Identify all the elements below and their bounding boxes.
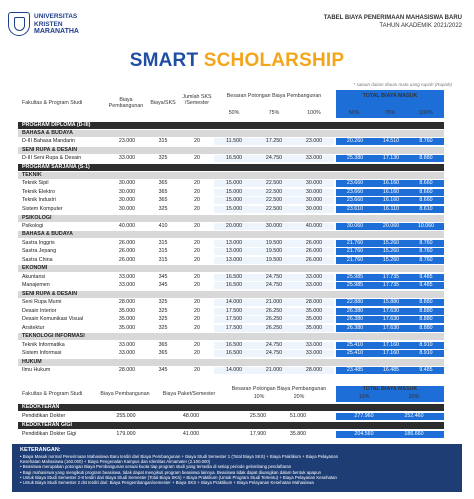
cell-bp: 35.000 bbox=[118, 316, 136, 323]
cell-p75: 17.250 bbox=[265, 138, 283, 145]
cell-p50: 13.000 bbox=[225, 239, 243, 246]
table-row bbox=[18, 172, 444, 179]
cell-jml: 20 bbox=[194, 367, 200, 373]
header2-pot-20: 20% bbox=[293, 394, 305, 400]
cell-p100: 30.000 bbox=[305, 206, 323, 212]
cell-t50: 25.985 bbox=[346, 273, 364, 280]
row-label: Sastra Inggris bbox=[22, 239, 55, 246]
table-row bbox=[18, 325, 444, 332]
cell-sks: 315 bbox=[158, 256, 168, 263]
cell-t100: 9.485 bbox=[419, 367, 433, 373]
cell-p75: 19.500 bbox=[265, 256, 283, 263]
header-biaya-pembangunan: Biaya Pembangunan bbox=[108, 97, 144, 109]
cell-t100: 8.760 bbox=[419, 239, 433, 246]
table-row bbox=[18, 316, 444, 323]
cell-t100: 8.660 bbox=[419, 197, 433, 204]
table-row bbox=[18, 248, 444, 255]
table-row bbox=[18, 367, 444, 374]
cell-t100: 8.760 bbox=[419, 138, 433, 145]
cell-t50: 21.760 bbox=[346, 256, 364, 263]
footer-title: KETERANGAN: bbox=[20, 447, 61, 453]
row-label: KEDOKTERAN bbox=[22, 404, 60, 410]
cell-sks: 365 bbox=[158, 180, 168, 187]
table-row bbox=[18, 299, 444, 306]
cell-p50: 17.500 bbox=[225, 307, 243, 314]
cell-p100: 40.000 bbox=[305, 222, 323, 229]
table-row bbox=[18, 130, 444, 137]
cell-p75: 19.500 bbox=[265, 239, 283, 246]
row-label: Sastra China bbox=[22, 256, 53, 263]
cell-sks: 365 bbox=[158, 350, 168, 357]
cell-p50: 11.500 bbox=[226, 138, 242, 145]
row-label: BAHASA & BUDAYA bbox=[22, 231, 73, 238]
cell-jml: 20 bbox=[194, 350, 200, 357]
row-label: Sistem Komputer bbox=[22, 206, 63, 212]
footer-line: • Biaya Masuk normal Penerimaan Mahasiswa Baru terdiri dari Biaya Pembangunan + Biaya Studi Semester 1 (Total Biaya SKS) + Biaya Praktikum + Biaya Pelayanan bbox=[20, 454, 339, 459]
cell-t75: 17.630 bbox=[382, 316, 400, 323]
header2-total-10: 10% bbox=[358, 394, 370, 400]
table-row bbox=[18, 164, 444, 171]
cell-t75: 15.880 bbox=[382, 299, 400, 305]
title-smart: SMART bbox=[129, 50, 204, 71]
cell-p75: 22.500 bbox=[265, 206, 283, 212]
header2-biaya-pembangunan: Biaya Pembangunan bbox=[100, 391, 150, 397]
table-row bbox=[18, 257, 444, 264]
cell-t100: 8.660 bbox=[419, 188, 433, 195]
table-row bbox=[18, 138, 444, 145]
table-row bbox=[18, 215, 444, 222]
cell-jml: 20 bbox=[194, 206, 200, 212]
cell-bp: 179.000 bbox=[116, 431, 136, 437]
cell-p50: 15.000 bbox=[225, 206, 243, 212]
cell-t75: 17.160 bbox=[382, 341, 400, 348]
row-label: Teknik Informatika bbox=[22, 341, 65, 348]
cell-t75: 16.160 bbox=[382, 197, 400, 204]
cell-paket: 48.000 bbox=[182, 413, 200, 419]
cell-t50: 23.610 bbox=[346, 206, 364, 212]
cell-bp: 35.000 bbox=[118, 324, 136, 331]
university-name bbox=[34, 13, 79, 36]
cell-t50: 21.760 bbox=[346, 248, 364, 255]
table-row bbox=[18, 240, 444, 247]
cell-p75: 22.500 bbox=[265, 180, 283, 187]
title-scholarship: SCHOLARSHIP bbox=[203, 50, 345, 71]
cell-sks: 315 bbox=[158, 248, 168, 255]
cell-t50: 26.380 bbox=[346, 324, 364, 331]
header2-prodi: Fakultas & Program Studi bbox=[22, 391, 83, 397]
row-label: Desain Interior bbox=[22, 307, 57, 314]
row-label: Akuntansi bbox=[22, 273, 46, 280]
page-title bbox=[0, 50, 474, 72]
cell-p50: 20.000 bbox=[225, 222, 243, 229]
cell-sks: 410 bbox=[158, 222, 168, 229]
doc-title-line1: TABEL BIAYA PENERIMAAN MAHASISWA BARU bbox=[323, 15, 462, 21]
cell-t20: 252.460 bbox=[404, 413, 424, 419]
footer-line: • Untuk Biaya Studi Semester 2 dst terdiri dari: Biaya Pengembangan/semester + Biaya SKS + Biaya Praktikum + Biaya Pelayanan Kesehatan Mahasiswa bbox=[20, 480, 314, 486]
cell-p50: 16.500 bbox=[225, 282, 243, 289]
cell-jml: 20 bbox=[194, 248, 200, 255]
cell-t10: 277.960 bbox=[354, 413, 374, 419]
header-biaya-sks: Biaya/SKS bbox=[150, 100, 176, 106]
cell-t20: 186.660 bbox=[404, 431, 424, 437]
cell-p75: 24.750 bbox=[265, 350, 283, 357]
row-label: SENI RUPA & DESAIN bbox=[22, 290, 78, 297]
table-row bbox=[18, 274, 444, 281]
row-label: Pendidikan Dokter Gigi bbox=[22, 431, 77, 437]
cell-jml: 20 bbox=[194, 155, 200, 162]
cell-p50: 13.000 bbox=[225, 256, 243, 263]
cell-t100: 9.485 bbox=[419, 282, 433, 289]
cell-t100: 8.910 bbox=[419, 341, 433, 348]
cell-t75: 15.260 bbox=[382, 239, 400, 246]
cell-sks: 325 bbox=[158, 155, 168, 162]
cell-t75: 15.260 bbox=[382, 256, 400, 263]
cell-jml: 20 bbox=[194, 239, 200, 246]
table-row bbox=[18, 197, 444, 204]
cell-p75: 24.750 bbox=[265, 273, 283, 280]
footer-line: Kesehatan Mahasiswa (160.000) + Biaya Pengenalan Kampus dan Identitas Almamater (2.100.000) bbox=[20, 459, 211, 465]
table-row bbox=[18, 189, 444, 196]
header-prodi: Fakultas & Program Studi bbox=[22, 100, 83, 106]
table-row bbox=[18, 359, 444, 366]
cell-p75: 26.250 bbox=[265, 307, 283, 314]
cell-jml: 20 bbox=[194, 273, 200, 280]
logo-line2: KRISTEN bbox=[34, 20, 63, 28]
cell-bp: 33.000 bbox=[118, 155, 136, 162]
row-label: D-III Bahasa Mandarin bbox=[22, 138, 75, 145]
logo-line3: MARANATHA bbox=[34, 28, 79, 35]
cell-t75: 17.160 bbox=[382, 350, 400, 357]
cell-sks: 325 bbox=[158, 299, 168, 305]
cell-t75: 17.630 bbox=[382, 307, 400, 314]
cell-bp: 26.000 bbox=[118, 239, 136, 246]
table-row bbox=[18, 155, 444, 162]
row-label: Seni Rupa Murni bbox=[22, 299, 62, 305]
cell-sks: 345 bbox=[158, 273, 168, 280]
row-label: PSIKOLOGI bbox=[22, 214, 52, 221]
cell-t75: 17.630 bbox=[382, 324, 400, 331]
cell-t100: 8.880 bbox=[419, 316, 433, 323]
cell-p10: 17.900 bbox=[249, 431, 267, 437]
cell-t75: 17.735 bbox=[382, 282, 400, 289]
cell-bp: 30.000 bbox=[118, 180, 136, 187]
doc-title-line2: TAHUN AKADEMIK 2021/2022 bbox=[379, 23, 462, 29]
cell-p50: 16.500 bbox=[225, 341, 243, 348]
table-row bbox=[18, 431, 444, 438]
header2-pot-10: 10% bbox=[253, 394, 265, 400]
cell-jml: 20 bbox=[194, 316, 200, 323]
cell-jml: 20 bbox=[194, 197, 200, 204]
cell-p75: 21.000 bbox=[265, 367, 283, 373]
row-label: Arsitektur bbox=[22, 324, 45, 331]
cell-p50: 13.000 bbox=[225, 248, 243, 255]
cell-bp: 33.000 bbox=[118, 273, 136, 280]
cell-sks: 345 bbox=[158, 282, 168, 289]
cell-t75: 15.260 bbox=[382, 248, 400, 255]
cell-p75: 21.000 bbox=[265, 299, 283, 305]
header-pot-50: 50% bbox=[228, 110, 240, 116]
cell-t100: 8.660 bbox=[419, 180, 433, 187]
cell-bp: 40.000 bbox=[118, 222, 136, 229]
row-label: PROGRAM DIPLOMA (D-III) bbox=[22, 122, 91, 128]
cell-bp: 26.000 bbox=[118, 248, 136, 255]
table-row bbox=[18, 404, 444, 411]
row-label: SENI RUPA & DESAIN bbox=[22, 147, 78, 153]
cell-t100: 8.880 bbox=[419, 307, 433, 314]
footer-line: • Beasiswa merupakan potongan Biaya Pembangunan sesuai kuota tiap program studi yang tersedia di setiap periode gelombang pendaftaran bbox=[20, 464, 292, 470]
cell-p100: 35.000 bbox=[305, 307, 323, 314]
cell-jml: 20 bbox=[194, 222, 200, 229]
table-row bbox=[18, 333, 444, 340]
cell-jml: 20 bbox=[194, 138, 200, 145]
cell-p50: 16.500 bbox=[225, 273, 243, 280]
header-total: TOTAL BIAYA MASUK bbox=[362, 93, 418, 99]
row-label: Teknik Industri bbox=[22, 197, 56, 204]
logo-line1: UNIVERSITAS bbox=[34, 13, 78, 20]
table-row bbox=[18, 180, 444, 187]
row-label: Sistem Informasi bbox=[22, 350, 62, 357]
table-row bbox=[18, 122, 444, 129]
cell-t100: 8.760 bbox=[419, 248, 433, 255]
row-label: Teknik Elektro bbox=[22, 188, 55, 195]
table-row bbox=[18, 413, 444, 420]
table-row bbox=[18, 282, 444, 289]
cell-p100: 28.000 bbox=[305, 299, 323, 305]
cell-sks: 365 bbox=[158, 341, 168, 348]
cell-p50: 16.500 bbox=[225, 155, 243, 162]
cell-bp: 255.000 bbox=[116, 413, 136, 419]
cell-t75: 16.160 bbox=[382, 188, 400, 195]
row-label: TEKNIK bbox=[22, 172, 42, 178]
cell-bp: 35.000 bbox=[118, 307, 136, 314]
cell-jml: 20 bbox=[194, 282, 200, 289]
cell-p50: 15.000 bbox=[225, 188, 243, 195]
cell-t50: 23.660 bbox=[346, 188, 364, 195]
cell-t50: 25.410 bbox=[346, 350, 364, 357]
cell-p100: 28.000 bbox=[305, 367, 323, 373]
cell-sks: 325 bbox=[158, 316, 168, 323]
cell-bp: 26.000 bbox=[118, 256, 136, 263]
cell-sks: 365 bbox=[158, 197, 168, 204]
cell-t100: 10.060 bbox=[417, 222, 435, 229]
cell-t50: 23.660 bbox=[346, 180, 364, 187]
cell-t100: 9.485 bbox=[419, 273, 433, 280]
cell-p100: 33.000 bbox=[305, 282, 323, 289]
table-row bbox=[18, 291, 444, 298]
university-logo-icon bbox=[8, 12, 30, 36]
row-label: Ilmu Hukum bbox=[22, 367, 51, 373]
cell-p100: 33.000 bbox=[305, 155, 323, 162]
cell-p100: 26.000 bbox=[305, 256, 323, 263]
cell-t100: 8.610 bbox=[419, 206, 433, 212]
cell-p20: 51.000 bbox=[289, 413, 307, 419]
table-row bbox=[18, 422, 444, 429]
table-row bbox=[18, 206, 444, 213]
cell-t50: 30.060 bbox=[346, 222, 364, 229]
cell-p50: 17.500 bbox=[225, 316, 243, 323]
cell-t100: 8.880 bbox=[419, 299, 433, 305]
cell-jml: 20 bbox=[194, 324, 200, 331]
header2-total-20: 20% bbox=[408, 394, 420, 400]
header2-biaya-paket: Biaya Paket/Semester bbox=[162, 391, 216, 397]
cell-p100: 30.000 bbox=[305, 180, 323, 187]
cell-t75: 17.130 bbox=[382, 155, 400, 162]
row-label: PROGRAM SARJANA (S-1) bbox=[22, 163, 90, 170]
row-label: Psikologi bbox=[22, 222, 44, 229]
cell-p75: 24.750 bbox=[265, 155, 283, 162]
header-total-75: 75% bbox=[384, 110, 396, 116]
table-row bbox=[18, 147, 444, 154]
row-label: D-III Seni Rupa & Desain bbox=[22, 155, 82, 162]
cell-t50: 21.760 bbox=[346, 239, 364, 246]
row-label: Pendidikan Dokter bbox=[22, 413, 66, 419]
cell-p20: 35.800 bbox=[289, 431, 307, 437]
cell-jml: 20 bbox=[194, 307, 200, 314]
cell-t50: 26.380 bbox=[346, 316, 364, 323]
cell-jml: 20 bbox=[194, 299, 200, 305]
cell-sks: 315 bbox=[158, 138, 168, 145]
cell-p50: 15.000 bbox=[225, 197, 243, 204]
row-label: TEKNOLOGI INFORMASI bbox=[22, 333, 85, 340]
cell-bp: 28.000 bbox=[118, 299, 136, 305]
cell-bp: 30.000 bbox=[118, 197, 136, 204]
cell-t75: 17.735 bbox=[382, 273, 400, 280]
document-title bbox=[324, 14, 462, 30]
cell-p50: 17.500 bbox=[225, 324, 243, 331]
cell-sks: 325 bbox=[158, 307, 168, 314]
cell-t100: 8.880 bbox=[419, 324, 433, 331]
header-jumlah-sks: Jumlah SKS /Semester bbox=[182, 94, 212, 106]
cell-t75: 14.510 bbox=[382, 138, 400, 145]
row-label: BAHASA & BUDAYA bbox=[22, 130, 73, 137]
cell-p50: 14.000 bbox=[225, 299, 243, 305]
cell-t75: 16.485 bbox=[382, 367, 400, 373]
table-row bbox=[18, 308, 444, 315]
footer-line: • Untuk Biaya Studi Semester 2-8 terdiri dari Biaya Studi Semester (Total Biaya SKS) + Biaya Praktikum (Untuk Program Studi Tertentu) + Biaya Pelayanan Kesehatan bbox=[20, 474, 337, 480]
cell-bp: 33.000 bbox=[118, 350, 136, 357]
table-row bbox=[18, 231, 444, 238]
cell-t50: 23.660 bbox=[346, 197, 364, 204]
cell-t100: 8.910 bbox=[419, 350, 433, 357]
cell-sks: 315 bbox=[158, 239, 168, 246]
cell-p75: 24.750 bbox=[265, 282, 283, 289]
cell-p100: 26.000 bbox=[305, 248, 323, 255]
fee-table-medical bbox=[18, 386, 444, 442]
cell-p10: 25.500 bbox=[249, 413, 267, 419]
cell-t75: 16.160 bbox=[382, 180, 400, 187]
cell-t50: 20.260 bbox=[346, 138, 364, 145]
row-label: Desain Komunikasi Visual bbox=[22, 316, 84, 323]
row-label: KEDOKTERAN GIGI bbox=[22, 422, 73, 428]
cell-p75: 22.500 bbox=[265, 197, 283, 204]
header-pot-75: 75% bbox=[268, 110, 280, 116]
cell-sks: 365 bbox=[158, 188, 168, 195]
cell-p100: 35.000 bbox=[305, 324, 323, 331]
cell-jml: 20 bbox=[194, 256, 200, 263]
cell-p100: 33.000 bbox=[305, 350, 323, 357]
cell-t100: 8.880 bbox=[419, 155, 433, 162]
cell-p75: 24.750 bbox=[265, 341, 283, 348]
cell-paket: 41.000 bbox=[182, 431, 200, 437]
table-row bbox=[18, 350, 444, 357]
footer-notes bbox=[12, 444, 462, 492]
cell-p100: 33.000 bbox=[305, 273, 323, 280]
row-label: Sastra Jepang bbox=[22, 248, 57, 255]
cell-t10: 204.560 bbox=[354, 431, 374, 437]
cell-p50: 16.500 bbox=[225, 350, 243, 357]
header-potongan: Besaran Potongan Biaya Pembangunan bbox=[226, 93, 322, 99]
cell-p75: 19.500 bbox=[265, 248, 283, 255]
cell-p50: 14.000 bbox=[225, 367, 243, 373]
page-header bbox=[0, 0, 474, 48]
cell-p75: 26.250 bbox=[265, 324, 283, 331]
cell-jml: 20 bbox=[194, 180, 200, 187]
cell-p75: 30.000 bbox=[265, 222, 283, 229]
cell-p100: 33.000 bbox=[305, 341, 323, 348]
table-row bbox=[18, 223, 444, 230]
row-label: Manajemen bbox=[22, 282, 50, 289]
cell-p100: 30.000 bbox=[305, 197, 323, 204]
cell-p100: 26.000 bbox=[305, 239, 323, 246]
table-row bbox=[18, 342, 444, 349]
cell-jml: 20 bbox=[194, 188, 200, 195]
cell-bp: 28.000 bbox=[118, 367, 136, 373]
cell-bp: 30.000 bbox=[118, 188, 136, 195]
cell-t100: 8.760 bbox=[419, 256, 433, 263]
cell-t75: 20.060 bbox=[382, 222, 400, 229]
cell-sks: 345 bbox=[158, 367, 168, 373]
cell-t50: 23.485 bbox=[346, 367, 364, 373]
table-row bbox=[18, 265, 444, 272]
header-total-100: 100% bbox=[419, 110, 433, 116]
cell-t50: 26.380 bbox=[346, 307, 364, 314]
cell-bp: 30.000 bbox=[118, 206, 136, 212]
cell-sks: 325 bbox=[158, 206, 168, 212]
header2-total: TOTAL BIAYA MASUK bbox=[362, 386, 418, 392]
cell-p75: 22.500 bbox=[265, 188, 283, 195]
cell-p100: 30.000 bbox=[305, 188, 323, 195]
cell-p75: 26.250 bbox=[265, 316, 283, 323]
footer-line: • Bagi mahasiswa yang mengikuti program beasiswa, tidak dapat mengikuti program beasiswa lainnya. Beasiswa tidak dapat diuangkan dalam bentuk apapun bbox=[20, 469, 322, 475]
cell-t50: 25.410 bbox=[346, 341, 364, 348]
cell-t50: 22.880 bbox=[346, 299, 364, 305]
row-label: Teknik Sipil bbox=[22, 180, 49, 187]
cell-bp: 23.000 bbox=[118, 138, 136, 145]
row-label: EKONOMI bbox=[22, 265, 48, 272]
row-label: HUKUM bbox=[22, 358, 42, 365]
header-pot-100: 100% bbox=[307, 110, 321, 116]
cell-p100: 35.000 bbox=[305, 316, 323, 323]
cell-bp: 33.000 bbox=[118, 341, 136, 348]
cell-bp: 33.000 bbox=[118, 282, 136, 289]
cell-p50: 15.000 bbox=[225, 180, 243, 187]
cell-jml: 20 bbox=[194, 341, 200, 348]
header-total-50: 50% bbox=[348, 110, 360, 116]
currency-note: * satuan dalam ribuan mata uang rupiah (Rupiah) bbox=[353, 82, 452, 87]
cell-t75: 16.110 bbox=[383, 206, 399, 212]
cell-p100: 23.000 bbox=[305, 138, 323, 145]
cell-t50: 25.380 bbox=[346, 155, 364, 162]
cell-t50: 25.985 bbox=[346, 282, 364, 289]
header2-potongan: Besaran Potongan Biaya Pembangunan bbox=[231, 386, 327, 392]
cell-sks: 325 bbox=[158, 324, 168, 331]
